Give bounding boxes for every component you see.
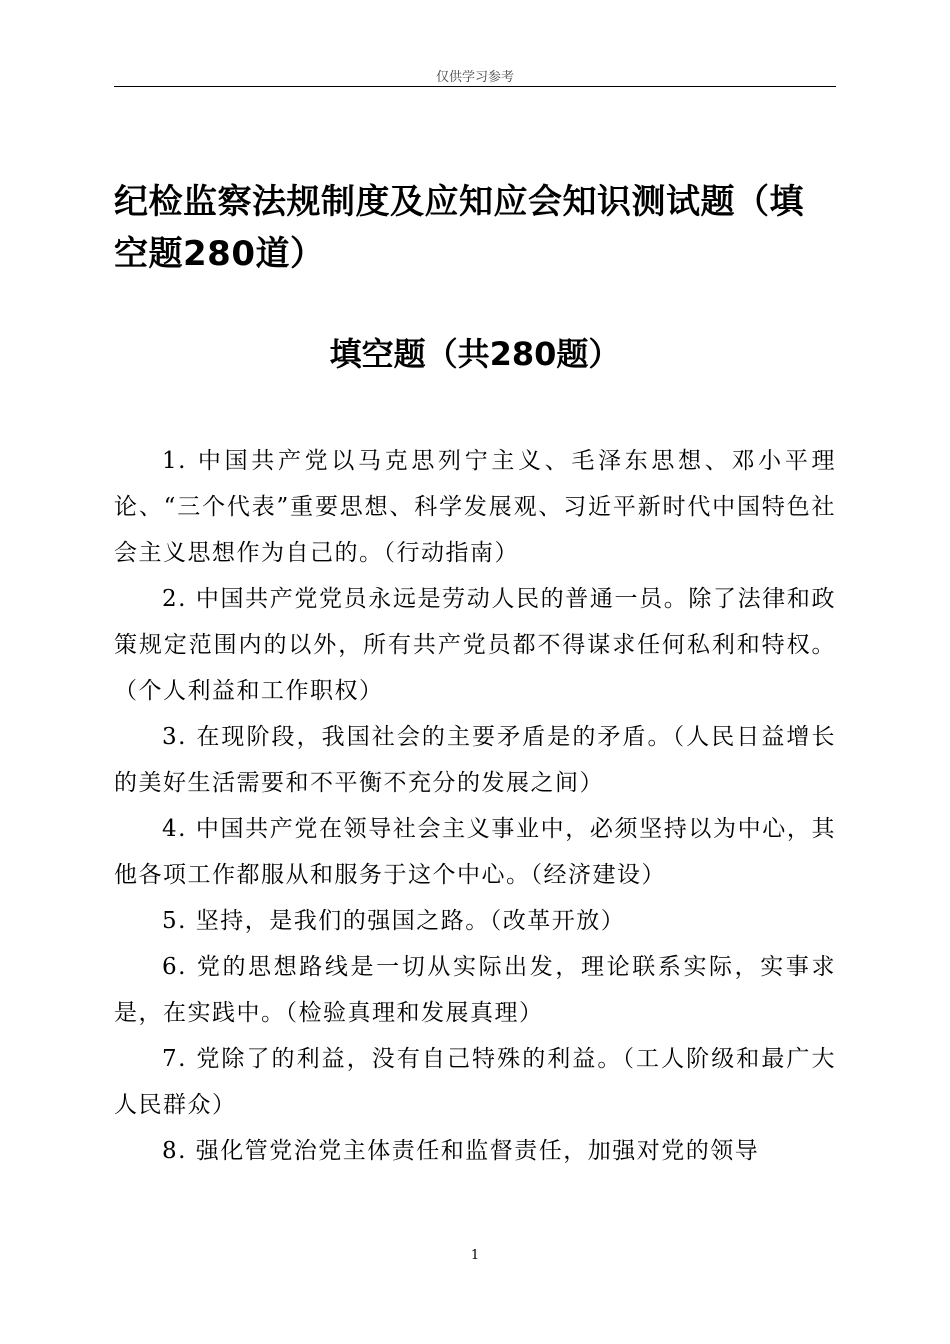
question-item: 8. 强化管党治党主体责任和监督责任，加强对党的领导 xyxy=(162,1138,760,1164)
section-title: 填空题（共280题） xyxy=(329,335,621,373)
question-list xyxy=(114,438,836,1174)
header-divider xyxy=(114,86,836,87)
page-header: 仅供学习参考 xyxy=(435,70,514,85)
question-item: 6. 党的思想路线是一切从实际出发，理论联系实际，实事求是，在实践中。（检验真理和发展真理） xyxy=(114,954,836,1026)
page-number: 1 xyxy=(470,1248,480,1263)
question-item: 5. 坚持，是我们的强国之路。（改革开放） xyxy=(162,908,626,934)
question-item: 1. 中国共产党以马克思列宁主义、毛泽东思想、邓小平理论、“三个代表”重要思想、科学发展观、习近平新时代中国特色社会主义思想作为自己的。（行动指南） xyxy=(114,448,836,566)
question-item: 2. 中国共产党党员永远是劳动人民的普通一员。除了法律和政策规定范围内的以外，所有共产党员都不得谋求任何私利和特权。（个人利益和工作职权） xyxy=(114,586,836,704)
document-title: 纪检监察法规制度及应知应会知识测试题（填空题280道） xyxy=(114,182,804,274)
question-item: 7. 党除了的利益，没有自己特殊的利益。（工人阶级和最广大人民群众） xyxy=(114,1046,836,1118)
question-item: 4. 中国共产党在领导社会主义事业中，必须坚持以为中心，其他各项工作都服从和服务于这个中心。（经济建设） xyxy=(114,816,836,888)
question-item: 3. 在现阶段，我国社会的主要矛盾是的矛盾。（人民日益增长的美好生活需要和不平衡不充分的发展之间） xyxy=(114,724,836,796)
